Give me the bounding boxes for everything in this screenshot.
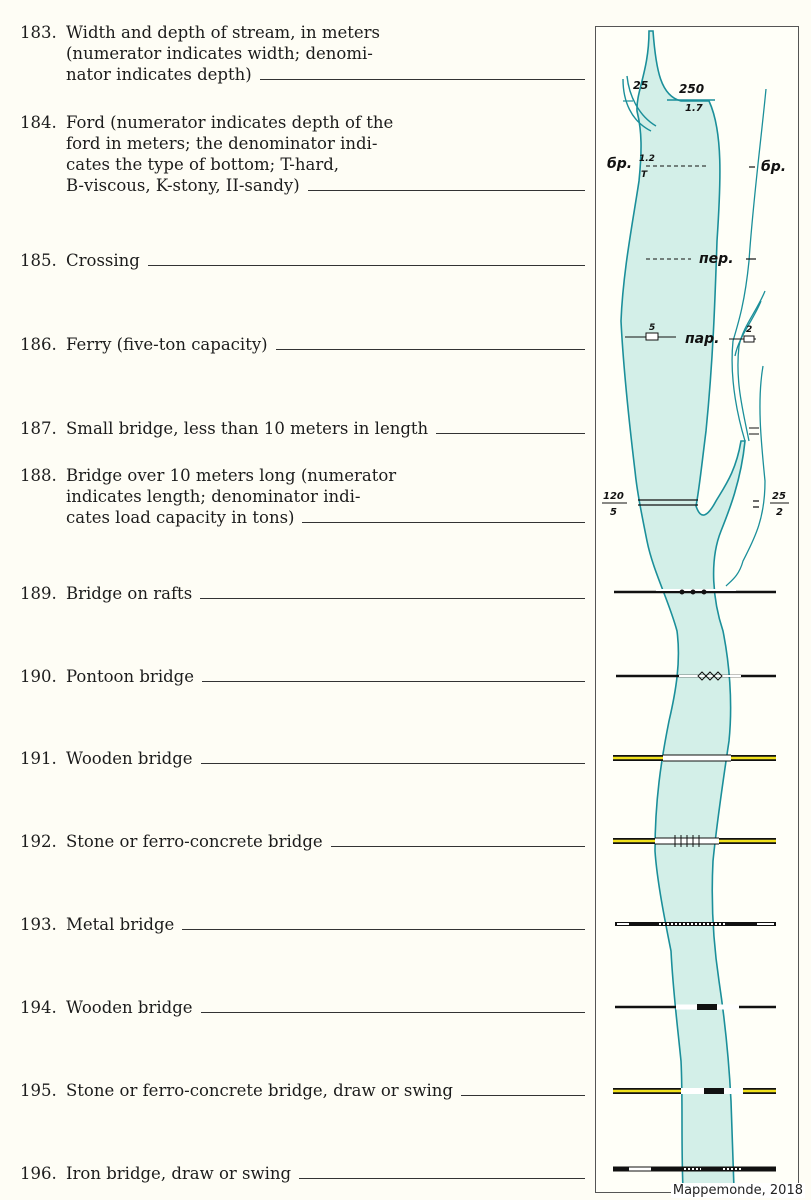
leader-line: [200, 597, 585, 599]
entry-text: nator indicates depth): [66, 65, 252, 84]
main-river: [621, 31, 745, 1189]
entry-number: 188.: [20, 466, 57, 485]
map-label: 250: [679, 82, 705, 96]
map-symbol-panel: [595, 26, 799, 1193]
entry-line: [66, 831, 585, 852]
leader-line: [201, 762, 585, 764]
entry-number: 183.: [20, 23, 57, 42]
map-label: 2: [746, 325, 753, 335]
entry-text: Wooden bridge: [66, 749, 193, 768]
entry-text: Metal bridge: [66, 915, 175, 934]
map-label: бр.: [607, 156, 633, 172]
legend-entry: [20, 418, 585, 439]
entry-line: [66, 666, 585, 687]
entry-text: ford in meters; the denominator indi-: [66, 134, 378, 153]
entry-text: Width and depth of stream, in meters: [66, 23, 380, 42]
entry-line: [66, 43, 585, 64]
map-label: 120: [603, 491, 624, 502]
entry-number: 187.: [20, 419, 57, 438]
map-label: пер.: [699, 251, 734, 267]
entry-line: [66, 175, 585, 196]
entry-text: indicates length; denominator indi-: [66, 487, 361, 506]
map-label: 2: [776, 507, 783, 518]
entry-line: [66, 1163, 585, 1184]
entry-line: [66, 507, 585, 528]
leader-line: [331, 845, 585, 847]
leader-line: [461, 1094, 585, 1096]
entry-text: Ford (numerator indicates depth of the: [66, 113, 394, 132]
entry-line: [66, 22, 585, 43]
entry-text: Ferry (five-ton capacity): [66, 335, 268, 354]
legend-entry: [20, 465, 585, 528]
entry-number: 192.: [20, 832, 57, 851]
entry-number: 195.: [20, 1081, 57, 1100]
entry-number: 191.: [20, 749, 57, 768]
entry-description: [66, 748, 585, 769]
map-label: пар.: [685, 331, 720, 347]
entry-line: [66, 154, 585, 175]
entry-number: 189.: [20, 584, 57, 603]
legend-entry: [20, 1080, 585, 1101]
map-label: T: [641, 170, 648, 180]
entry-number: 193.: [20, 915, 57, 934]
leader-line: [299, 1177, 585, 1179]
entry-line: [66, 250, 585, 271]
entry-line: [66, 418, 585, 439]
entry-description: [66, 465, 585, 528]
legend-entry: [20, 250, 585, 271]
entry-number: 184.: [20, 113, 57, 132]
legend-entry: [20, 334, 585, 355]
entry-description: [66, 418, 585, 439]
legend-entry: [20, 112, 585, 196]
entry-line: [66, 583, 585, 604]
legend-entry: [20, 583, 585, 604]
leader-line: [302, 521, 585, 523]
legend-entry: [20, 22, 585, 85]
river-symbols-illustration: [596, 27, 798, 1192]
entry-number: 196.: [20, 1164, 57, 1183]
map-label: 5: [649, 323, 656, 333]
entry-description: [66, 914, 585, 935]
entry-text: Crossing: [66, 251, 140, 270]
entry-line: [66, 133, 585, 154]
map-label: бр.: [761, 159, 787, 175]
legend-entry: [20, 831, 585, 852]
entry-description: [66, 831, 585, 852]
entry-number: 190.: [20, 667, 57, 686]
entry-text: (numerator indicates width; denomi-: [66, 44, 373, 63]
entry-text: Wooden bridge: [66, 998, 193, 1017]
legend-entry: [20, 1163, 585, 1184]
map-label: 1.2: [639, 154, 655, 164]
entry-description: [66, 666, 585, 687]
entry-description: [66, 112, 585, 196]
entry-description: [66, 1080, 585, 1101]
entry-text: Stone or ferro-concrete bridge, draw or swing: [66, 1081, 453, 1100]
leader-line: [202, 680, 585, 682]
leader-line: [276, 348, 585, 350]
entry-line: [66, 486, 585, 507]
map-label: 25: [772, 491, 786, 502]
map-label: 1.7: [685, 103, 703, 114]
credit: Mappemonde, 2018: [672, 1183, 803, 1198]
leader-line: [182, 928, 585, 930]
map-label: 5: [610, 507, 617, 518]
entry-line: [66, 997, 585, 1018]
entry-line: [66, 914, 585, 935]
entry-text: B-viscous, K-stony, II-sandy): [66, 176, 300, 195]
entry-description: [66, 997, 585, 1018]
entry-text: Stone or ferro-concrete bridge: [66, 832, 323, 851]
entry-description: [66, 22, 585, 85]
legend-entry: [20, 748, 585, 769]
entry-line: [66, 334, 585, 355]
entry-line: [66, 64, 585, 85]
entry-description: [66, 334, 585, 355]
entry-number: 185.: [20, 251, 57, 270]
entry-text: Bridge on rafts: [66, 584, 193, 603]
entry-text: cates the type of bottom; T-hard,: [66, 155, 340, 174]
entry-line: [66, 112, 585, 133]
legend-entry: [20, 997, 585, 1018]
entry-line: [66, 748, 585, 769]
entry-text: Pontoon bridge: [66, 667, 194, 686]
entry-description: [66, 583, 585, 604]
entry-text: Small bridge, less than 10 meters in length: [66, 419, 429, 438]
entry-description: [66, 250, 585, 271]
entry-description: [66, 1163, 585, 1184]
entry-number: 186.: [20, 335, 57, 354]
leader-line: [260, 78, 585, 80]
leader-line: [201, 1011, 585, 1013]
entry-text: Iron bridge, draw or swing: [66, 1164, 292, 1183]
entry-text: cates load capacity in tons): [66, 508, 295, 527]
entry-line: [66, 1080, 585, 1101]
entry-number: 194.: [20, 998, 57, 1017]
map-label: 25: [633, 79, 649, 92]
legend-entry: [20, 666, 585, 687]
leader-line: [436, 432, 585, 434]
leader-line: [308, 189, 585, 191]
entry-text: Bridge over 10 meters long (numerator: [66, 466, 397, 485]
entry-line: [66, 465, 585, 486]
legend-entry: [20, 914, 585, 935]
leader-line: [148, 264, 585, 266]
